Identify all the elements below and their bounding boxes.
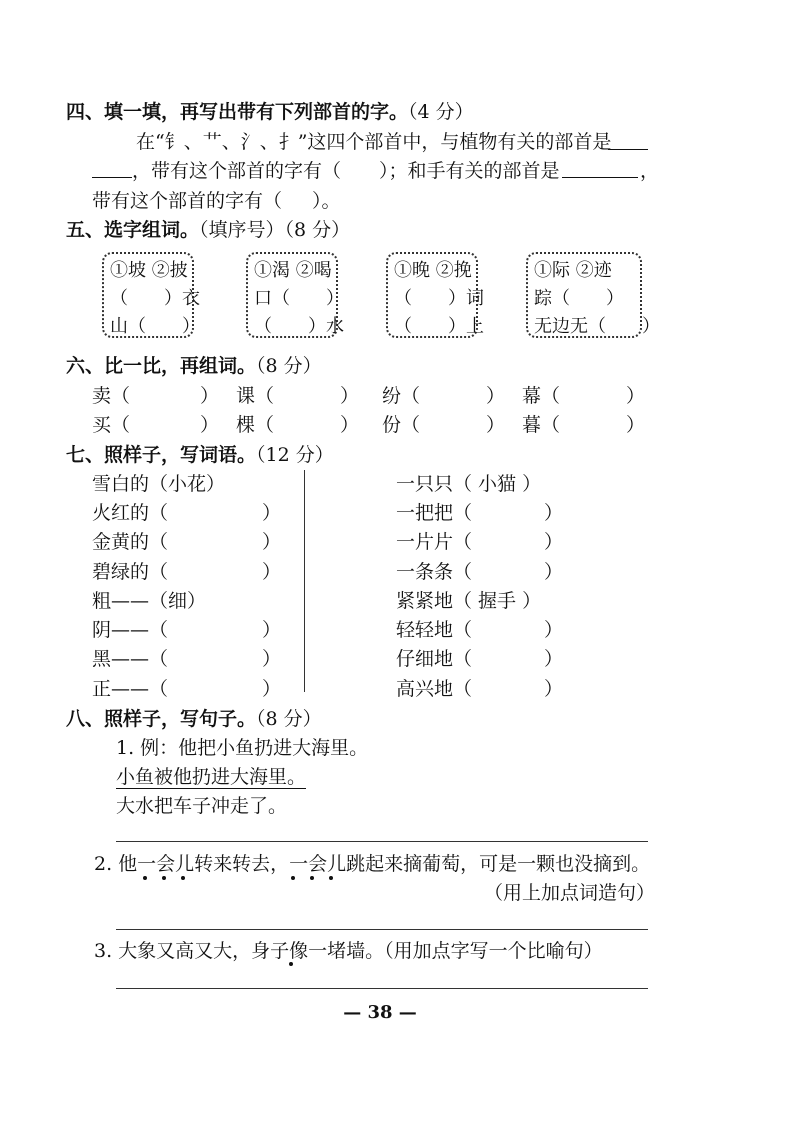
q4-line2: ，带有这个部首的字有（ ）；和手有关的部首是 — [132, 160, 560, 182]
q7-left-item[interactable]: 金黄的（ — [92, 531, 169, 553]
q7-left-item[interactable]: 碧绿的（ — [92, 561, 169, 583]
q8-s3: 3. 大象又高又大，身子像一堵墙。（用加点字写一个比喻句） — [94, 940, 603, 962]
q6-item[interactable]: 卖（ ） — [92, 385, 220, 407]
q8-s1-answer: 小鱼被他扔进大海里。 — [116, 766, 307, 788]
q5-box-options: ①晚 ②挽 — [394, 260, 472, 281]
q7-close-paren: ） — [544, 531, 564, 553]
q6-item[interactable]: 棵（ ） — [236, 414, 360, 436]
q7-left-item: 雪白的（小花） — [92, 473, 226, 495]
emphasis-dot — [181, 876, 185, 880]
q7-right-item: 紧紧地（ 握手 ） — [396, 590, 542, 612]
q5-box-item[interactable]: 口（ ） — [254, 288, 344, 309]
q8-s2-note: （用上加点词造句） — [484, 882, 656, 904]
q5-box-item[interactable]: 踪（ ） — [534, 288, 624, 309]
emphasis-dot — [310, 876, 314, 880]
q6-item[interactable]: 份（ ） — [382, 414, 506, 436]
q7-title: 七、照样子，写词语。（12 分） — [66, 444, 334, 466]
q7-right-item[interactable]: 一片片（ — [396, 531, 473, 553]
q8-answer-line-2[interactable] — [116, 929, 648, 930]
q8-answer-line-3[interactable] — [116, 988, 648, 989]
q5-box-2 — [246, 252, 344, 338]
q4-blank-1b[interactable] — [92, 176, 132, 178]
q7-close-paren: ） — [262, 619, 282, 641]
q8-title: 八、照样子，写句子。（8 分） — [66, 708, 322, 730]
q4-line1: 在“钅、艹、氵、扌”这四个部首中，与植物有关的部首是 — [136, 131, 612, 153]
q7-close-paren: ） — [544, 561, 564, 583]
q7-divider — [304, 470, 305, 692]
q4-blank-2[interactable] — [562, 176, 638, 178]
q7-left-item[interactable]: 黑——（ — [92, 648, 169, 670]
q7-right-item[interactable]: 一条条（ — [396, 561, 473, 583]
q8-s2: 2. 他一会儿转来转去，一会儿跳起来摘葡萄，可是一颗也没摘到。 — [94, 853, 651, 875]
q5-box-3 — [386, 252, 484, 338]
q7-right-item[interactable]: 仔细地（ — [396, 648, 473, 670]
emphasis-dot — [289, 962, 293, 966]
q8-s1-answer-wrap — [116, 762, 306, 789]
q5-title: 五、选字组词。（填序号）（8 分） — [66, 219, 351, 241]
q5-box-options: ①坡 ②披 — [110, 260, 188, 281]
q5-box-options: ①渴 ②喝 — [254, 260, 332, 281]
q4-comma: ， — [640, 160, 660, 182]
q5-box-item[interactable]: 山（ ） — [110, 316, 200, 337]
q6-item[interactable]: 暮（ ） — [522, 414, 646, 436]
emphasis-dot — [291, 876, 295, 880]
q7-close-paren: ） — [544, 502, 564, 524]
q7-close-paren: ） — [262, 561, 282, 583]
q6-item[interactable]: 幕（ ） — [522, 385, 646, 407]
q5-box-item[interactable]: （ ）上 — [394, 316, 484, 337]
q7-close-paren: ） — [262, 502, 282, 524]
q4-blank-1[interactable] — [608, 148, 648, 150]
q8-s1-example: 1. 例：他把小鱼扔进大海里。 — [116, 737, 369, 759]
q7-close-paren: ） — [544, 678, 564, 700]
q7-close-paren: ） — [544, 648, 564, 670]
q5-box-options: ①际 ②迹 — [534, 260, 612, 281]
emphasis-dot — [329, 876, 333, 880]
q6-item[interactable]: 课（ ） — [236, 385, 360, 407]
q6-item[interactable]: 纷（ ） — [382, 385, 506, 407]
q7-close-paren: ） — [544, 619, 564, 641]
page-number: — 38 — — [343, 1002, 417, 1023]
q5-box-item[interactable]: （ ）衣 — [110, 288, 200, 309]
q7-left-item: 粗——（细） — [92, 590, 207, 612]
q4-title: 四、填一填，再写出带有下列部首的字。（4 分） — [66, 101, 474, 123]
q5-box-item[interactable]: 无边无（ ） — [534, 316, 660, 337]
q7-left-item[interactable]: 火红的（ — [92, 502, 169, 524]
q7-close-paren: ） — [262, 648, 282, 670]
q7-right-item[interactable]: 轻轻地（ — [396, 619, 473, 641]
q7-left-item[interactable]: 阴——（ — [92, 619, 169, 641]
q5-box-item[interactable]: （ ）水 — [254, 316, 344, 337]
q4-line3: 带有这个部首的字有（ ）。 — [92, 190, 341, 212]
emphasis-dot — [143, 876, 147, 880]
emphasis-dot — [162, 876, 166, 880]
q5-box-item[interactable]: （ ）词 — [394, 288, 484, 309]
q7-right-item[interactable]: 一把把（ — [396, 502, 473, 524]
q8-answer-line-1[interactable] — [116, 841, 648, 842]
q5-box-4 — [526, 252, 660, 338]
q7-left-item[interactable]: 正——（ — [92, 678, 169, 700]
q7-close-paren: ） — [262, 678, 282, 700]
q7-right-item: 一只只（ 小猫 ） — [396, 473, 542, 495]
q8-s1-task: 大水把车子冲走了。 — [116, 795, 288, 817]
q5-box-1 — [102, 252, 200, 338]
q7-right-item[interactable]: 高兴地（ — [396, 678, 473, 700]
q7-close-paren: ） — [262, 531, 282, 553]
q6-item[interactable]: 买（ ） — [92, 414, 220, 436]
q6-title: 六、比一比，再组词。（8 分） — [66, 355, 322, 377]
